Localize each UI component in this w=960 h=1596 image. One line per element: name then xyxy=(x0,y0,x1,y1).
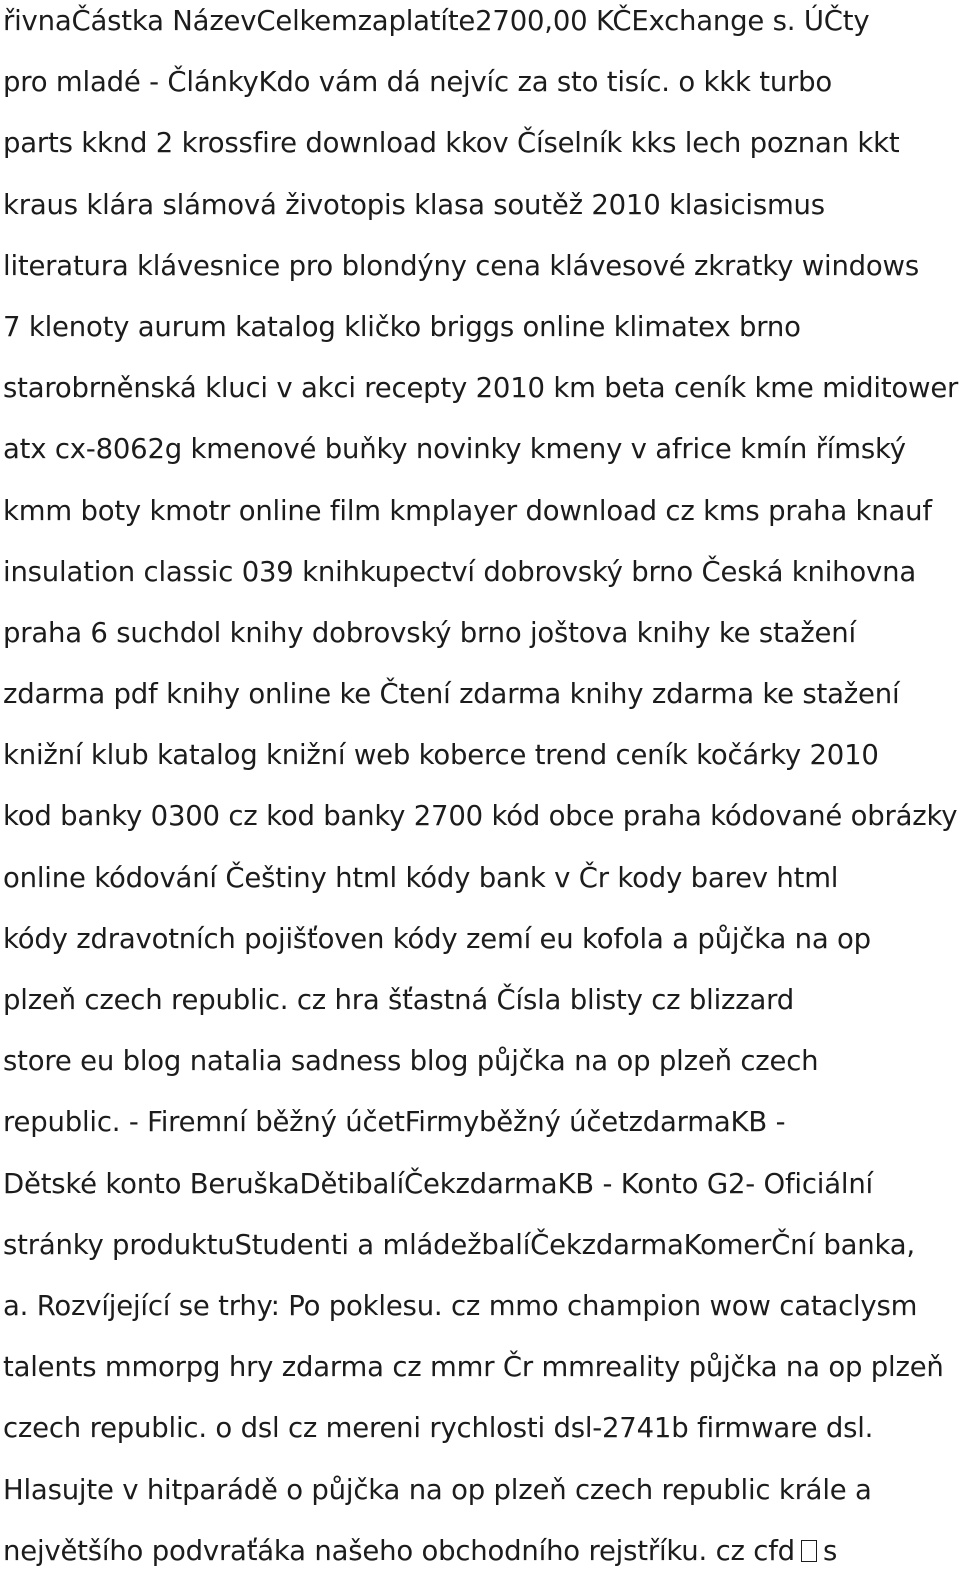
text-line: insulation classic 039 knihkupectví dobrovský brno Česká knihovna xyxy=(3,555,916,588)
text-line: Hlasujte v hitparádě o půjčka na op plzeň czech republic krále a xyxy=(3,1473,872,1506)
text-line: atx cx-8062g kmenové buňky novinky kmeny v africe kmín římský xyxy=(3,433,906,466)
text-line: republic. - Firemní běžný účetFirmyběžný účetzdarmaKB - xyxy=(3,1106,786,1139)
text-line: starobrněnská kluci v akci recepty 2010 km beta ceník kme miditower xyxy=(3,372,959,405)
text-line: řivnaČástka NázevCelkemzaplatíte2700,00 KČExchange s. ÚČty xyxy=(3,5,870,37)
text-line: zdarma pdf knihy online ke Čtení zdarma knihy zdarma ke stažení xyxy=(3,678,900,711)
text-line-last-start: největšího podvraťáka našeho obchodního rejstříku. cz cfd xyxy=(3,1534,795,1567)
text-line: 7 klenoty aurum katalog kličko briggs online klimatex brno xyxy=(3,310,801,343)
text-line-last-end: s xyxy=(822,1534,838,1567)
text-line: pro mladé - ČlánkyKdo vám dá nejvíc za sto tisíc. o kkk turbo xyxy=(3,66,833,99)
text-line: talents mmorpg hry zdarma cz mmr Čr mmreality půjčka na op plzeň xyxy=(3,1351,944,1384)
text-line: kmm boty kmotr online film kmplayer download cz kms praha knauf xyxy=(3,494,932,527)
text-body xyxy=(3,0,958,1521)
text-line: parts kknd 2 krossfire download kkov Číselník kks lech poznan kkt xyxy=(3,127,900,160)
text-line: plzeň czech republic. cz hra šťastná Čísla blisty cz blizzard xyxy=(3,984,795,1016)
text-line: kraus klára slámová životopis klasa soutěž 2010 klasicismus xyxy=(3,188,825,221)
text-line: literatura klávesnice pro blondýny cena klávesové zkratky windows xyxy=(3,249,919,282)
text-line: kódy zdravotních pojišťoven kódy zemí eu kofola a půjčka na op xyxy=(3,922,871,955)
text-line: praha 6 suchdol knihy dobrovský brno joštova knihy ke stažení xyxy=(3,616,856,649)
text-line: online kódování Češtiny html kódy bank v Čr kody barev html xyxy=(3,861,839,894)
text-line: a. Rozvíjející se trhy: Po poklesu. cz mmo champion wow cataclysm xyxy=(3,1289,918,1322)
text-line: store eu blog natalia sadness blog půjčka na op plzeň czech xyxy=(3,1045,819,1078)
text-line-last xyxy=(3,1521,958,1582)
text-line: kod banky 0300 cz kod banky 2700 kód obce praha kódované obrázky xyxy=(3,800,958,833)
text-line: czech republic. o dsl cz mereni rychlosti dsl-2741b firmware dsl. xyxy=(3,1412,874,1445)
text-line: stránky produktuStudenti a mládežbalíČekzdarmaKomerČní banka, xyxy=(3,1228,915,1261)
text-line: Dětské konto BeruškaDětibalíČekzdarmaKB - Konto G2- Oficiální xyxy=(3,1167,873,1200)
missing-glyph-icon xyxy=(801,1540,817,1562)
text-line: knižní klub katalog knižní web koberce trend ceník kočárky 2010 xyxy=(3,739,879,772)
